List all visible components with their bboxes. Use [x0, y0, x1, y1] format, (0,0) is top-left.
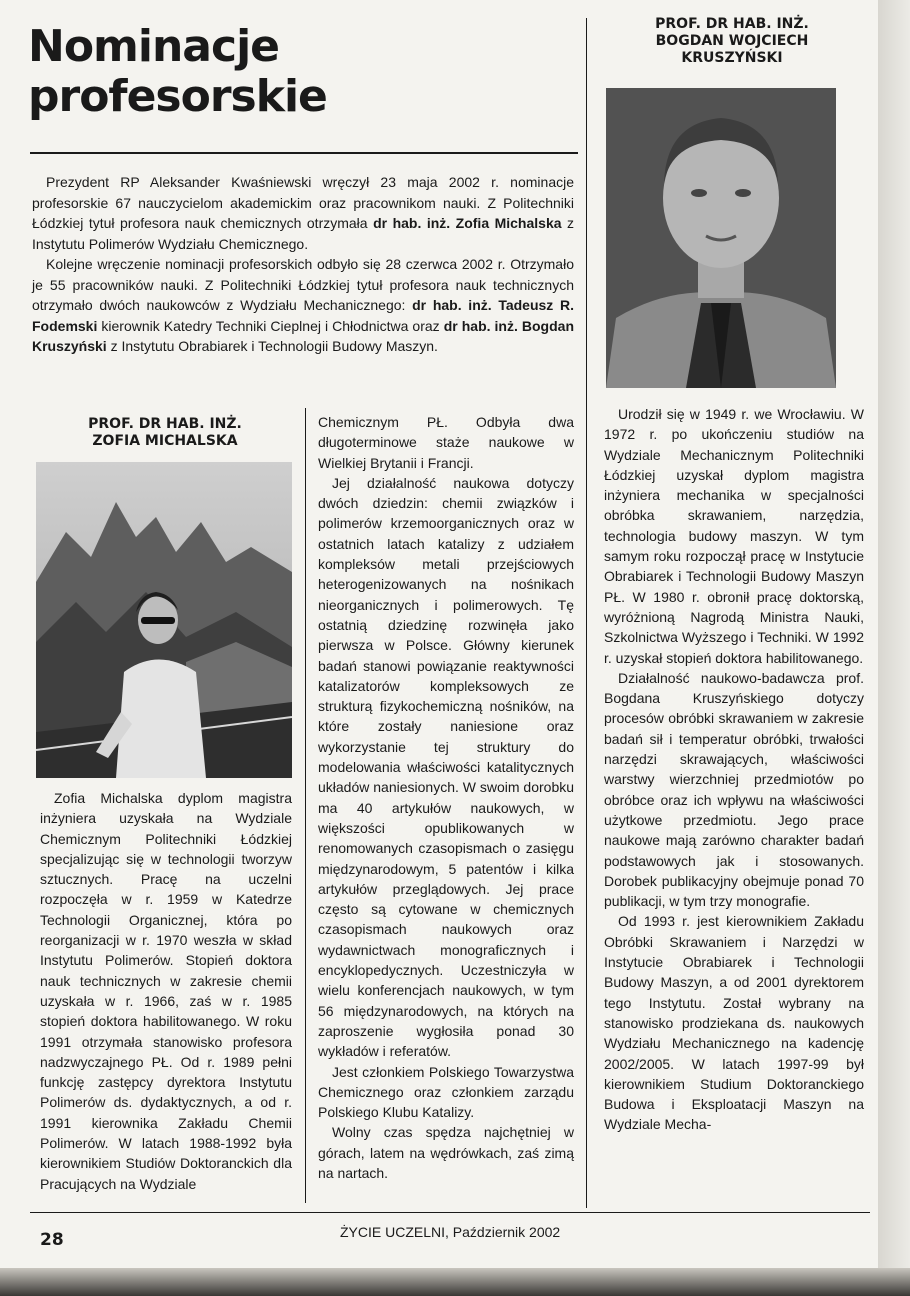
kruszynski-paragraph-research: Działalność naukowo-badawcza prof. Bogdana Kruszyńskiego dotyczy procesów obróbki skrawaniem w zakresie badań sił i temperatur obróbki, trwałości narzędzi skrawających, właściwości warstwy wierzchniej przedmiotów po obróbce oraz ich wpływu na właściwości użytkowe przedmiotu. Jego prace naukowe mają zarówno charakter badań podstawowych jak i stosowanych. Dorobek publikacyjny obejmuje ponad 70 publikacji, w tym trzy monografie. [604, 669, 864, 910]
intro-paragraph-1: Prezydent RP Aleksander Kwaśniewski wręczył 23 maja 2002 r. nominacje profesorskie 67 nauczycielom akademickim oraz pracownikom nauki. Z Politechniki Łódzkiej tytuł profesora nauk chemicznych otrzymała dr hab. inż. Zofia Michalska z Instytutu Polimerów Wydziału Chemicznego. [32, 174, 575, 252]
article-title-line2: profesorskie [28, 71, 327, 122]
column-divider-right [586, 18, 587, 1208]
article-intro [32, 172, 574, 357]
page-number: 28 [40, 1230, 64, 1250]
article-title [28, 22, 568, 122]
michalska-paragraph-research: Jej działalność naukowa dotyczy dwóch dziedzin: chemii związków i polimerów krzemoorganicznych oraz w ostatnich latach katalizy z udziałem kompleksów metali przejściowych heterogenizowanych na nośnikach nieorganicznych i polimerowych. Tę ostatnią dziedzinę rozwinęła jako pierwsza w Polsce. Główny kierunek badań stanowi powiązanie reaktywności katalizatorów kompleksowych ze strukturą fizykochemiczną nośników, na które zostały naniesione oraz wykorzystanie tej struktury do modelowania właściwości katalitycznych układów naniesionych. W swoim dorobku ma 40 artykułów naukowych, w większości opublikowanych w renomowanych czasopismach o zasięgu międzynarodowym, 5 patentów i kilka artykułów przeglądowych. Jej prace często są cytowane w chemicznych czasopismach naukowych oraz wydawnictwach monograficznych i encyklopedycznych. Uczestniczyła w wielu konferencjach naukowych, w tym 56 międzynarodowych, na których na zaproszenie wygłosiła ponad 30 wykładów i referatów. [318, 474, 575, 1060]
column-divider-middle [305, 408, 306, 1203]
page-bleed-edge [878, 0, 910, 1296]
michalska-paragraph-hobby: Wolny czas spędza najchętniej w górach, latem na wędrówkach, zaś zimą na nartach. [318, 1124, 574, 1181]
magazine-name: ŻYCIE UCZELNI, [340, 1224, 449, 1240]
intro-name-kruszynski: dr hab. inż. Bogdan Kruszyński [32, 317, 574, 354]
title-rule [30, 152, 578, 154]
magazine-footer [340, 1224, 560, 1240]
kruszynski-paragraph-biography: Urodził się w 1949 r. we Wrocławiu. W 1972 r. po ukończeniu studiów na Wydziale Mechanicznym Politechniki Łódzkiej uzyskał dyplom magistra inżyniera mechanika w specjalności obróbka skrawaniem, narzędzia, technologia budowy maszyn. W tym samym roku rozpoczął pracę w Instytucie Obrabiarek i Technologii Budowy Maszyn PŁ. W 1980 r. obronił pracę doktorską, wyróżnioną Nagrodą Ministra Nauki, Szkolnictwa Wyższego i Techniki. W 1992 r. uzyskał stopień doktora habilitowanego. [604, 406, 864, 666]
article-title-line1: Nominacje [28, 21, 280, 72]
michalska-column-1 [40, 788, 292, 1194]
intro-name-michalska: dr hab. inż. Zofia Michalska [373, 215, 562, 231]
photo-michalska [36, 462, 292, 778]
photo-kruszynski [606, 88, 836, 388]
michalska-paragraph-continued: Chemicznym PŁ. Odbyła dwa długoterminowe staże naukowe w Wielkiej Brytanii i Francji. [318, 414, 574, 471]
intro-name-fodemski: dr hab. inż. Tadeusz R. Fodemski [32, 297, 574, 334]
portrait-image [606, 88, 836, 388]
section-heading-michalska: PROF. DR HAB. INŻ. ZOFIA MICHALSKA [88, 416, 242, 449]
intro-paragraph-2: Kolejne wręczenie nominacji profesorskich odbyło się 28 czerwca 2002 r. Otrzymało je 55 pracowników nauki. Z Politechniki Łódzkiej tytuł profesora nauk technicznych otrzymało dwóch naukowców z Wydziału Mechanicznego: dr hab. inż. Tadeusz R. Fodemski kierownik Katedry Techniki Cieplnej i Chłodnictwa oraz dr hab. inż. Bogdan Kruszyński z Instytutu Obrabiarek i Technologii Budowy Maszyn. [32, 256, 574, 354]
michalska-paragraph-1: Zofia Michalska dyplom magistra inżyniera uzyskała na Wydziale Chemicznym Politechniki Łódzkiej specjalizując się w technologii tworzyw sztucznych. Pracę na uczelni rozpoczęła w r. 1959 w Katedrze Technologii Organicznej, która po reorganizacji w r. 1970 weszła w skład Instytutu Polimerów. Stopień doktora nauk technicznych w zakresie chemii uzyskała w r. 1966, zaś w r. 1985 stopień doktora habilitowanego. W roku 1991 otrzymała stanowisko profesora nadzwyczajnego PŁ. Od r. 1989 pełni funkcję zastępcy dyrektora Instytutu Polimerów ds. dydaktycznych, a od r. 1991 kierownika Zakładu Chemii Polimerów. W latach 1988-1992 była kierownikiem Studiów Doktoranckich dla Pracujących na Wydziale [40, 790, 292, 1192]
section-heading-kruszynski: PROF. DR HAB. INŻ. BOGDAN WOJCIECH KRUSZYŃSKI [655, 16, 809, 66]
scan-bottom-edge [0, 1268, 910, 1296]
michalska-column-2 [318, 412, 574, 1183]
magazine-issue: Październik 2002 [452, 1224, 561, 1240]
footer-rule [30, 1212, 870, 1213]
mountain-portrait-image [36, 462, 292, 778]
michalska-paragraph-membership: Jest członkiem Polskiego Towarzystwa Chemicznego oraz członkiem zarządu Polskiego Klubu Katalizy. [318, 1063, 574, 1121]
kruszynski-paragraph-positions: Od 1993 r. jest kierownikiem Zakładu Obróbki Skrawaniem i Narzędzi w Instytucie Obrabiarek i Technologii Budowy Maszyn, a od 2001 dyrektorem tego Instytutu. Został wybrany na stanowisko prodziekana ds. naukowych Wydziału Mechanicznego na kadencję 2002/2005. W latach 1997-99 był kierownikiem Studium Doktoranckiego Budowa i Eksploatacji Maszyn na Wydziale Mecha- [604, 913, 864, 1133]
kruszynski-column [604, 404, 864, 1135]
